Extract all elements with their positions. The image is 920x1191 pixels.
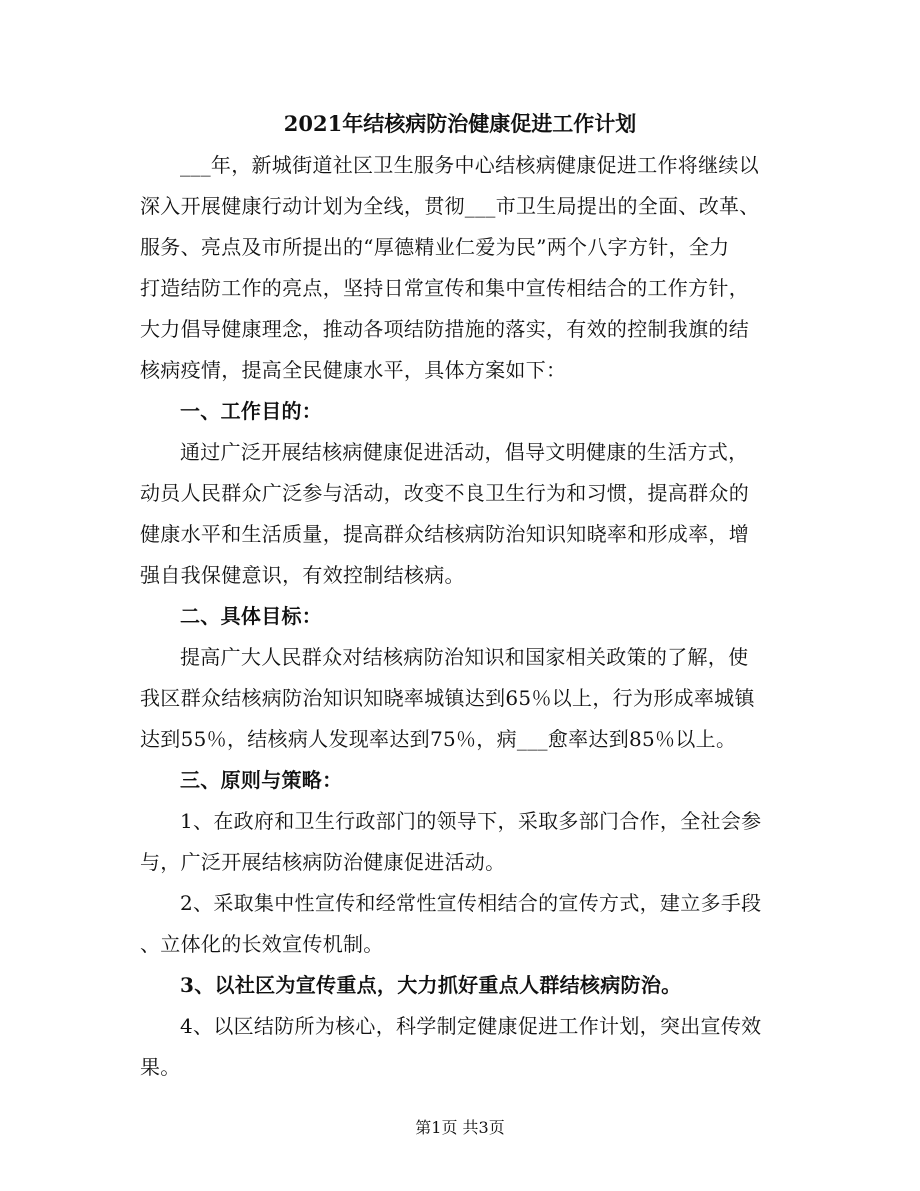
intro-line-3: 服务、亮点及市所提出的“厚德精业仁爱为民”两个八字方针，全力 — [140, 235, 730, 259]
intro-line-1: ___年，新城街道社区卫生服务中心结核病健康促进工作将继续以 — [180, 153, 759, 177]
principle-4-line-1: 4、以区结防所为核心，科学制定健康促进工作计划，突出宣传效 — [180, 1014, 762, 1038]
principle-1-line-1: 1、在政府和卫生行政部门的领导下，采取多部门合作，全社会参 — [180, 809, 762, 833]
goals-line-3: 达到55％，结核病人发现率达到75％，病___愈率达到85％以上。 — [140, 727, 737, 751]
intro-line-2: 深入开展健康行动计划为全线，贯彻___市卫生局提出的全面、改革、 — [140, 194, 760, 218]
purpose-line-4: 强自我保健意识，有效控制结核病。 — [140, 563, 465, 587]
principle-2-line-1: 2、采取集中性宣传和经常性宣传相结合的宣传方式，建立多手段 — [180, 891, 762, 915]
principle-3: 3、以社区为宣传重点，大力抓好重点人群结核病防治。 — [180, 973, 682, 997]
principle-1-line-2: 与，广泛开展结核病防治健康促进活动。 — [140, 850, 506, 874]
intro-line-4: 打造结防工作的亮点，坚持日常宣传和集中宣传相结合的工作方针， — [140, 276, 749, 300]
goals-line-2: 我区群众结核病防治知识知晓率城镇达到65％以上，行为形成率城镇 — [140, 686, 755, 710]
principle-4-line-2: 果。 — [140, 1055, 181, 1079]
section-heading-principles: 三、原则与策略： — [180, 768, 343, 792]
section-heading-purpose: 一、工作目的： — [180, 399, 323, 423]
document-title: 2021年结核病防治健康促进工作计划 — [283, 111, 637, 136]
goals-line-1: 提高广大人民群众对结核病防治知识和国家相关政策的了解，使 — [180, 645, 749, 669]
intro-line-5: 大力倡导健康理念，推动各项结防措施的落实，有效的控制我旗的结 — [140, 317, 749, 341]
purpose-line-3: 健康水平和生活质量，提高群众结核病防治知识知晓率和形成率，增 — [140, 522, 749, 546]
principle-2-line-2: 、立体化的长效宣传机制。 — [140, 932, 384, 956]
intro-line-6: 核病疫情，提高全民健康水平，具体方案如下： — [140, 358, 567, 382]
section-heading-goals: 二、具体目标： — [180, 604, 323, 628]
page-indicator: 第1页 共3页 — [415, 1118, 505, 1137]
purpose-line-2: 动员人民群众广泛参与活动，改变不良卫生行为和习惯，提高群众的 — [140, 481, 749, 505]
purpose-line-1: 通过广泛开展结核病健康促进活动，倡导文明健康的生活方式， — [180, 440, 749, 464]
